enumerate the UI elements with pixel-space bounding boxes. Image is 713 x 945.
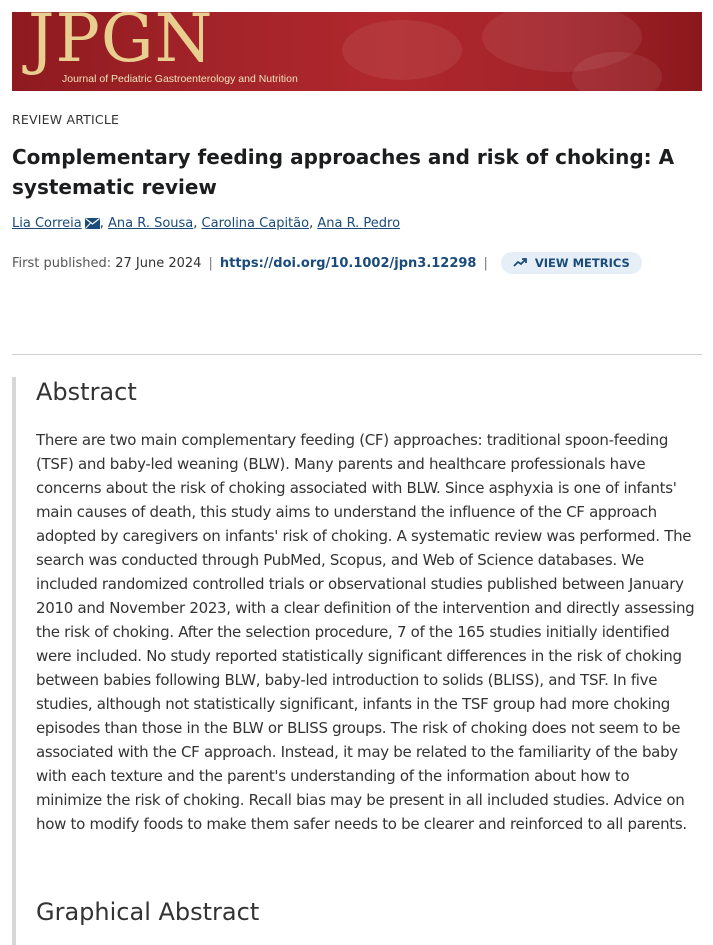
trending-up-icon: [513, 258, 527, 268]
author-separator: ,: [193, 216, 202, 231]
author-separator: ,: [309, 216, 318, 231]
article-title: Complementary feeding approaches and risk of choking: A systematic review: [12, 145, 675, 199]
author-separator: ,: [99, 216, 109, 231]
abstract-side-bar: [12, 377, 16, 945]
envelope-icon[interactable]: [85, 218, 100, 233]
author-link[interactable]: Lia Correia: [12, 216, 82, 231]
abstract-heading: Abstract: [36, 378, 137, 406]
article-type: REVIEW ARTICLE: [12, 112, 120, 127]
journal-logo: JPGN: [28, 12, 214, 77]
author-link[interactable]: Ana R. Sousa: [108, 216, 194, 231]
banner-map-shape: [342, 20, 462, 80]
journal-full-name: Journal of Pediatric Gastroenterology and Nutrition: [62, 73, 298, 85]
view-metrics-button[interactable]: [501, 252, 642, 274]
author-link[interactable]: Ana R. Pedro: [317, 216, 401, 231]
meta-separator: |: [483, 255, 488, 271]
doi-link[interactable]: https://doi.org/10.1002/jpn3.12298: [219, 255, 477, 271]
journal-banner[interactable]: [12, 12, 702, 91]
section-divider: [12, 354, 702, 355]
first-published-label: First published:: [12, 255, 112, 271]
view-metrics-label: VIEW METRICS: [534, 256, 630, 270]
banner-map-shape: [572, 52, 662, 91]
first-published-date: 27 June 2024: [115, 255, 202, 271]
author-link[interactable]: Carolina Capitão: [201, 216, 310, 231]
abstract-text: There are two main complementary feeding (CF) approaches: traditional spoon-feeding (TSF) and baby-led weaning (BLW). Many parents and healthcare professionals have concerns about the risk of choking associated with BLW. Since asphyxia is one of infants' main causes of death, this study aims to understand the influence of the CF approach adopted by caregivers on infants' risk of choking. A systematic review was performed. The search was conducted through PubMed, Scopus, and Web of Science databases. We included randomized controlled trials or observational studies published between January 2010 and November 2023, with a clear definition of the intervention and directly assessing the risk of choking. After the selection procedure, 7 of the 165 studies initially identified were included. No study reported statistically significant differences in the risk of choking between babies following BLW, baby-led introduction to solids (BLISS), and TSF. In five studies, although not statistically significant, infants in the TSF group had more choking episodes than those in the BLW or BLISS groups. The risk of choking does not seem to be associated with the CF approach. Instead, it may be related to the familiarity of the baby with each texture and the parent's understanding of the information about how to minimize the risk of choking. Recall bias may be present in all included studies. Advice on how to modify foods to make them safer needs to be clearer and reinforced to all parents.: [36, 431, 695, 833]
publication-meta: [12, 252, 642, 274]
meta-separator: |: [208, 255, 213, 271]
author-list: [12, 216, 400, 233]
graphical-abstract-heading: Graphical Abstract: [36, 898, 260, 926]
